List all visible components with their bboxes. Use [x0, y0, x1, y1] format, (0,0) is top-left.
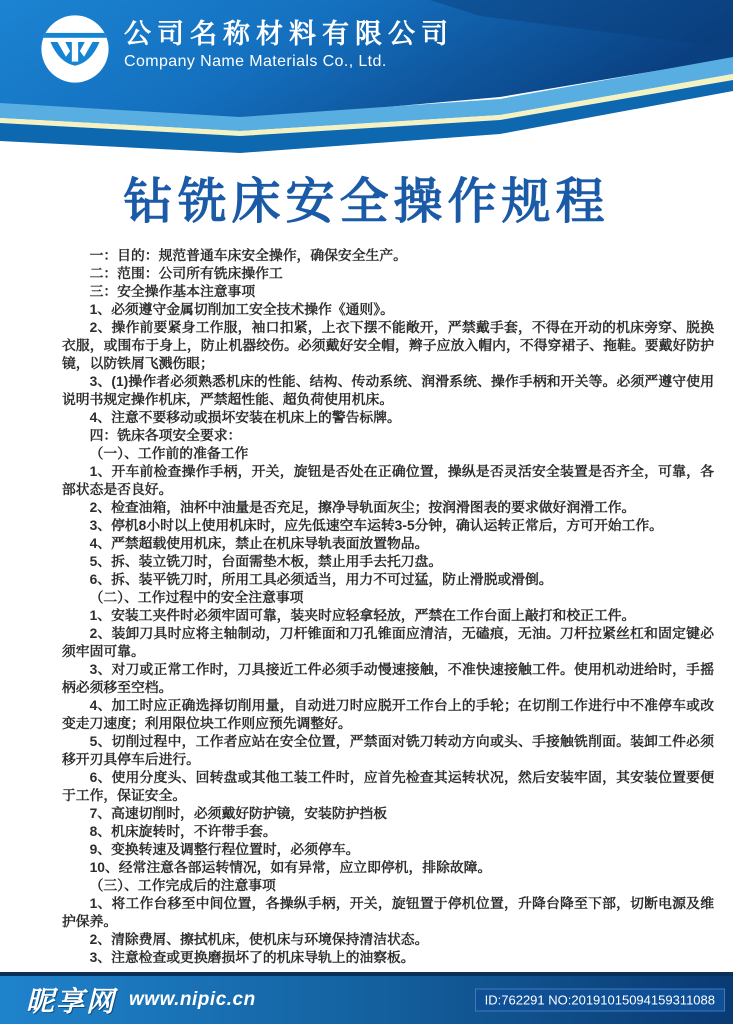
image-id-badge: ID:762291 NO:20191015094159311088	[475, 989, 725, 1012]
body-paragraph: 1、将工作台移至中间位置，各操纵手柄，开关，旋钮置于停机位置，升降台降至下部，切断电源及维护保养。	[62, 896, 714, 929]
body-paragraph: 二：范围：公司所有铣床操作工	[89, 266, 283, 281]
body-paragraph: 3、(1)操作者必须熟悉机床的性能、结构、传动系统、润滑系统、操作手柄和开关等。必须严遵守使用说明书规定操作机床，严禁超性能、超负荷使用机床。	[62, 374, 714, 407]
company-name-en: Company Name Materials Co., Ltd.	[124, 53, 387, 71]
body-paragraph: 8、机床旋转时，不许带手套。	[89, 824, 277, 839]
body-paragraph: 5、切削过程中，工作者应站在安全位置，严禁面对铣刀转动方向或头、手接触铣削面。装卸工件必须移开刃具停车后进行。	[62, 734, 714, 767]
body-paragraph: 3、注意检查或更换磨损坏了的机床导轨上的油察板。	[89, 950, 415, 965]
body-paragraph: 4、加工时应正确选择切削用量，自动进刀时应脱开工作台上的手轮；在切削工作进行中不准停车或改变走刀速度；利用限位块工作则应预先调整好。	[62, 698, 714, 731]
body-paragraph: 三：安全操作基本注意事项	[89, 284, 256, 299]
body-paragraph: （一）、工作前的准备工作	[89, 446, 249, 461]
body-paragraph: 1、安装工夹件时必须牢固可靠，装夹时应轻拿轻放，严禁在工作台面上敲打和校正工件。	[89, 608, 636, 623]
body-paragraph: 3、对刀或正常工作时，刀具接近工件必须手动慢速接触，不准快速接触工件。使用机动进给时，手摇柄必须移至空档。	[62, 662, 714, 695]
watermark-footer	[0, 972, 733, 1024]
body-paragraph: 2、清除费屑、擦拭机床，使机床与环境保持清洁状态。	[89, 932, 429, 947]
company-logo-icon	[40, 14, 110, 84]
body-paragraph: 四：铣床各项安全要求：	[89, 428, 242, 443]
body-paragraph: 6、拆、装平铣刀时，所用工具必须适当，用力不可过猛，防止滑脱或滑倒。	[89, 572, 553, 587]
nipic-site-logo: 昵享网	[26, 986, 117, 1017]
body-paragraph: 4、注意不要移动或损坏安装在机床上的警告标牌。	[89, 410, 401, 425]
body-paragraph: 2、检查油箱，油杯中油量是否充足，擦净导轨面灰尘；按润滑图表的要求做好润滑工作。	[89, 500, 636, 515]
body-paragraph: （二）、工作过程中的安全注意事项	[89, 590, 304, 605]
body-paragraph: （三）、工作完成后的注意事项	[89, 878, 276, 893]
body-paragraph: 10、经常注意各部运转情况，如有异常，应立即停机，排除故障。	[89, 860, 492, 875]
body-paragraph: 3、停机8小时以上使用机床时，应先低速空车运转3-5分钟，确认运转正常后，方可开始工作。	[89, 518, 663, 533]
body-paragraph: 4、严禁超载使用机床，禁止在机床导轨表面放置物品。	[89, 536, 429, 551]
body-paragraph: 1、开车前检查操作手柄，开关，旋钮是否处在正确位置，操纵是否灵活安全装置是否齐全，可靠，各部状态是否良好。	[62, 464, 714, 497]
site-url: www.nipic.cn	[129, 989, 256, 1010]
body-paragraph: 7、高速切削时，必须戴好防护镜，安装防护挡板	[89, 806, 387, 821]
procedure-text	[62, 247, 714, 967]
body-paragraph: 2、操作前要紧身工作服，袖口扣紧，上衣下摆不能敞开，严禁戴手套，不得在开动的机床旁穿、脱换衣服，或围布于身上，防止机器绞伤。必须戴好安全帽，辫子应放入帽内，不得穿裙子、拖鞋。要戴好防护镜，以防铁屑飞溅伤眼；	[62, 320, 714, 371]
company-name-zh: 公司名称材料有限公司	[124, 19, 454, 49]
body-paragraph: 5、拆、装立铣刀时，台面需垫木板，禁止用手去托刀盘。	[89, 554, 443, 569]
body-paragraph: 1、必须遵守金属切削加工安全技术操作《通则》。	[89, 302, 394, 317]
body-paragraph: 2、装卸刀具时应将主轴制动，刀杆锥面和刀孔锥面应清洁，无磕痕，无油。刀杆拉紧丝杠和固定键必须牢固可靠。	[62, 626, 714, 659]
page-title: 钻铣床安全操作规程	[123, 173, 610, 230]
body-paragraph: 6、使用分度头、回转盘或其他工装工件时，应首先检查其运转状况，然后安装牢固，其安装位置要便于工作，保证安全。	[62, 770, 714, 803]
body-paragraph: 9、变换转速及调整行程位置时，必须停车。	[89, 842, 360, 857]
body-paragraph: 一：目的：规范普通车床安全操作，确保安全生产。	[89, 248, 407, 263]
company-name-block	[124, 18, 454, 71]
